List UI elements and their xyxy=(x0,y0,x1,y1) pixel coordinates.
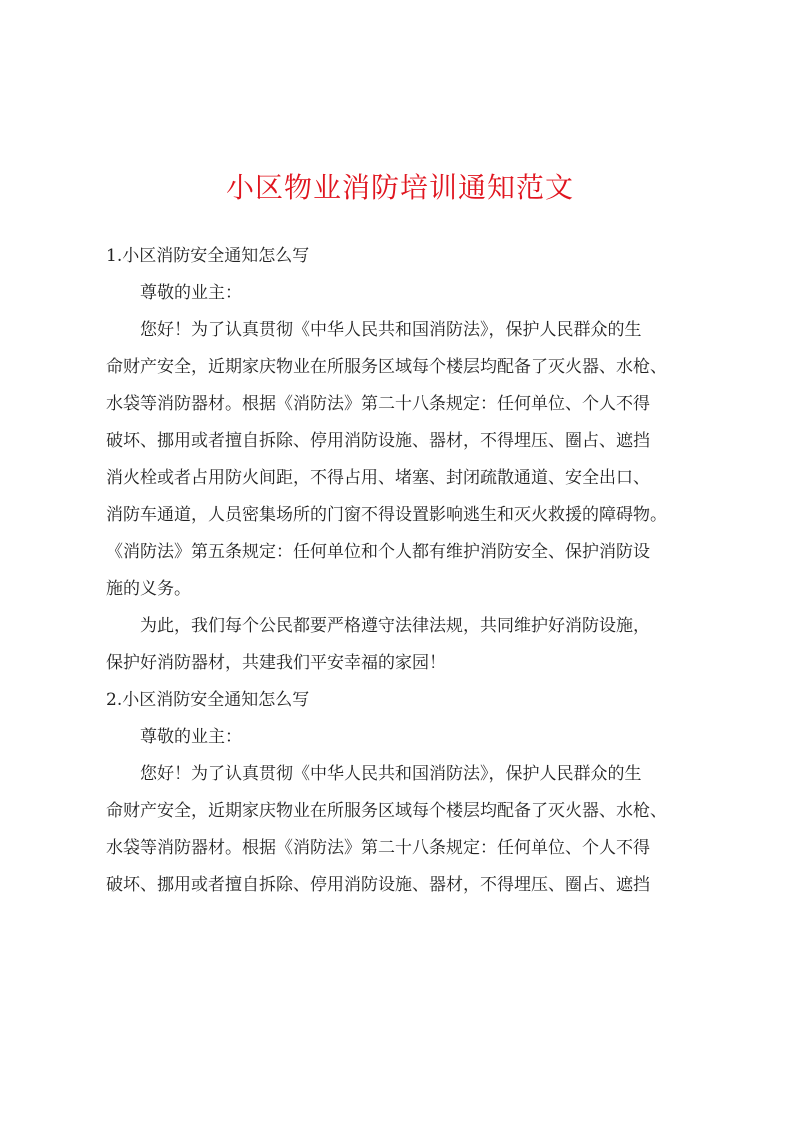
salutation: 尊敬的业主： xyxy=(140,283,242,303)
paragraph-line: 水袋等消防器材。根据《消防法》第二十八条规定：任何单位、个人不得 xyxy=(106,394,650,414)
section-1 xyxy=(106,238,704,682)
section-heading: 2.小区消防安全通知怎么写 xyxy=(106,690,310,710)
salutation: 尊敬的业主： xyxy=(140,727,242,747)
section-2 xyxy=(106,682,704,904)
paragraph-line: 《消防法》第五条规定：任何单位和个人都有维护消防安全、保护消防设 xyxy=(106,542,650,562)
paragraph xyxy=(106,312,704,608)
section-heading: 1.小区消防安全通知怎么写 xyxy=(106,246,310,266)
document-body xyxy=(106,238,704,904)
paragraph-line: 您好！为了认真贯彻《中华人民共和国消防法》，保护人民群众的生 xyxy=(140,320,642,340)
paragraph-line: 保护好消防器材，共建我们平安幸福的家园！ xyxy=(106,653,446,673)
paragraph-line: 消火栓或者占用防火间距，不得占用、堵塞、封闭疏散通道、安全出口、 xyxy=(106,468,650,488)
paragraph-line: 您好！为了认真贯彻《中华人民共和国消防法》，保护人民群众的生 xyxy=(140,764,642,784)
paragraph-line: 命财产安全，近期家庆物业在所服务区域每个楼层均配备了灭火器、水枪、 xyxy=(106,801,667,821)
paragraph-line: 命财产安全，近期家庆物业在所服务区域每个楼层均配备了灭火器、水枪、 xyxy=(106,357,667,377)
paragraph xyxy=(106,756,704,904)
document-title: 小区物业消防培训通知范文 xyxy=(225,171,574,204)
paragraph-line: 消防车通道，人员密集场所的门窗不得设置影响逃生和灭火救援的障碍物。 xyxy=(106,505,667,525)
paragraph-line: 破坏、挪用或者擅自拆除、停用消防设施、器材，不得埋压、圈占、遮挡 xyxy=(106,431,650,451)
paragraph-line: 破坏、挪用或者擅自拆除、停用消防设施、器材，不得埋压、圈占、遮挡 xyxy=(106,875,650,895)
paragraph-line: 施的义务。 xyxy=(106,579,191,599)
paragraph-line: 水袋等消防器材。根据《消防法》第二十八条规定：任何单位、个人不得 xyxy=(106,838,650,858)
paragraph-line: 为此，我们每个公民都要严格遵守法律法规，共同维护好消防设施， xyxy=(140,616,650,636)
paragraph xyxy=(106,608,704,682)
